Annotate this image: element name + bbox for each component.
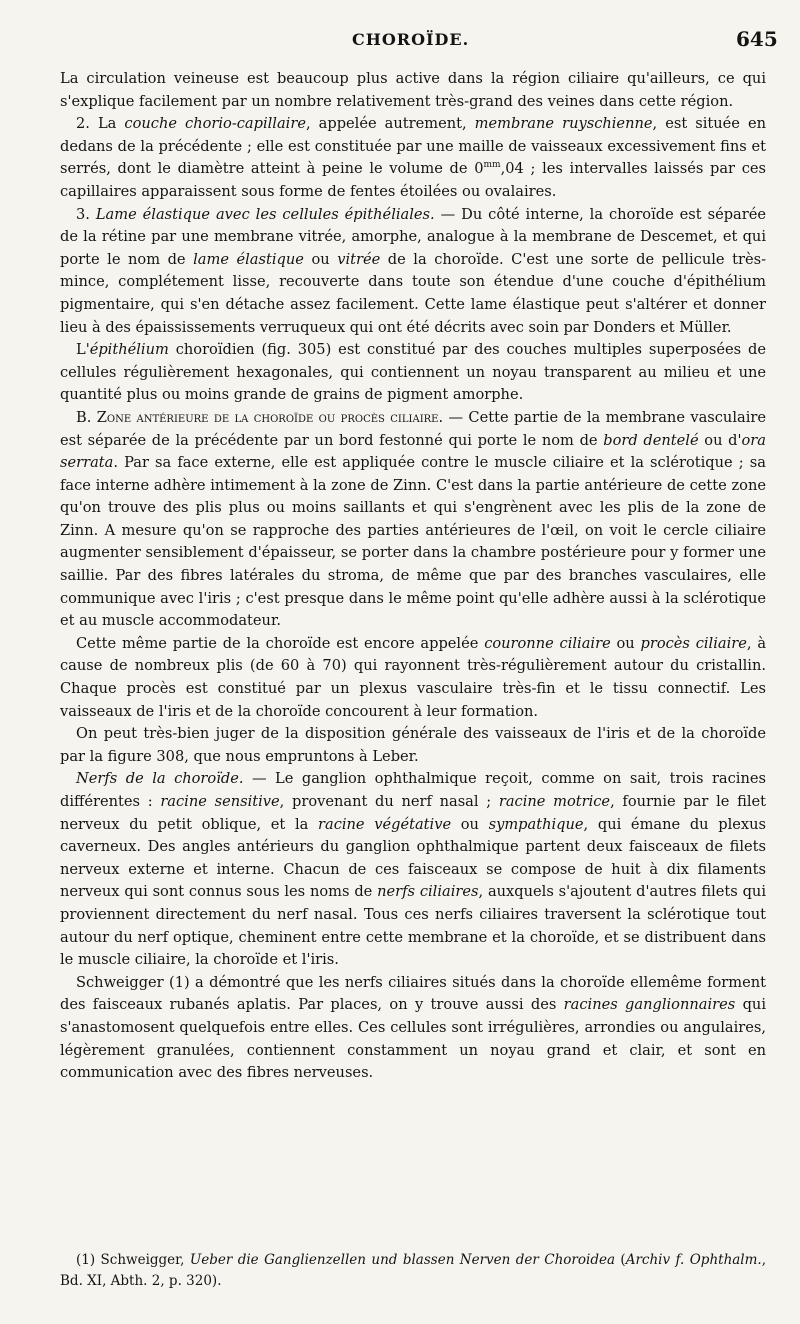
paragraph-chorio-capillary: 2. La couche chorio-capillaire, appelée autrement, membrane ruyschienne, est située en dedans de la précédente ; elle est constituée par une maille de vaisseaux excessivement fins et serrés, dont le diamètre atteint à peine le volume de $0^{mm},04$ ; les intervalles laissés par ces capillaires apparaissent sous forme de fentes étoilées ou ovalaires. bbox=[60, 115, 767, 200]
section-heading: Nerfs de la choroïde. bbox=[76, 770, 244, 788]
footnote: (1) Schweigger, Ueber die Ganglienzellen und blassen Nerven der Choroidea (Archiv f. Ophthalm., Bd. XI, Abth. 2, p. 320). bbox=[60, 1252, 767, 1289]
page-number: 645 bbox=[736, 27, 778, 51]
paragraph-choroid-nerves: Nerfs de la choroïde. — Le ganglion ophthalmique reçoit, comme on sait, trois racines différentes : racine sensitive, provenant du nerf nasal ; racine motrice, fournie par le filet nerveux du petit oblique, et la racine végétative ou sympathique, qui émane du plexus caverneux. Des angles antérieurs du ganglion ophthalmique partent deux faisceaux de filets nerveux externe et interne. Chacun de ces faisceaux se compose de huit à dix filaments nerveux qui sont connus sous les noms de nerfs ciliaires, auxquels s'ajoutent d'autres filets qui proviennent directement du nerf nasal. Tous ces nerfs ciliaires traversent la sclérotique tout autour du nerf optique, cheminent entre cette membrane et la choroïde, et se distribuent dans le muscle ciliaire, la choroïde et l'iris. bbox=[60, 770, 766, 969]
paragraph-leber-figure: On peut très-bien juger de la disposition générale des vaisseaux de l'iris et de la choroïde par la figure 308, que nous empruntons à Leber. bbox=[60, 725, 766, 765]
paragraph-venous-circulation: La circulation veineuse est beaucoup plus active dans la région ciliaire qu'ailleurs, ce qui s'explique facilement par un nombre relativement très-grand des veines dans cette région. bbox=[60, 70, 766, 110]
paragraph-anterior-zone: B. Zone antérieure de la choroïde ou procès ciliaire. — Cette partie de la membrane vasculaire est séparée de la précédente par un bord festonné qui porte le nom de bord dentelé ou d'ora serrata. Par sa face externe, elle est appliquée contre le muscle ciliaire et la sclérotique ; sa face interne adhère intimement à la zone de Zinn. C'est dans la partie antérieure de cette zone qu'on trouve des plis plus ou moins saillants et qui s'engrènent avec les plis de la zone de Zinn. A mesure qu'on se rapproche des parties antérieures de l'œil, on voit le cercle ciliaire augmenter sensiblement d'épaisseur, se porter dans la chambre postérieure pour y former une saillie. Par des fibres latérales du stroma, de même que par des branches vasculaires, elle communique avec l'iris ; c'est presque dans le même point qu'elle adhère aussi à la sclérotique et au muscle accommodateur. bbox=[60, 408, 766, 630]
section-heading: Lame élastique avec les cellules épithéliales. bbox=[95, 205, 435, 223]
body-text bbox=[60, 68, 766, 1085]
paragraph-epithelium: L'épithélium choroïdien (fig. 305) est constitué par des couches multiples superposées de cellules régulièrement hexagonales, qui contiennent un noyau transparent au milieu et une quantité plus ou moins grande de grains de pigment amorphe. bbox=[60, 341, 766, 404]
running-head: CHOROÏDE. bbox=[352, 30, 470, 49]
paragraph-schweigger: Schweigger (1) a démontré que les nerfs ciliaires situés dans la choroïde ellemême forment des faisceaux rubanés aplatis. Par places, on y trouve aussi des racines ganglionnaires qui s'anastomosent quelquefois entre elles. Ces cellules sont irrégulières, arrondies ou angulaires, légèrement granulées, contiennent constamment un noyau grand et clair, et sont en communication avec des fibres nerveuses. bbox=[60, 973, 766, 1082]
paragraph-elastic-lamina: 3. Lame élastique avec les cellules épithéliales. — Du côté interne, la choroïde est séparée de la rétine par une membrane vitrée, amorphe, analogue à la membrane de Descemet, et qui porte le nom de lame élastique ou vitrée de la choroïde. C'est une sorte de pellicule très-mince, complétement lisse, recouverte dans toute son étendue d'une couche d'épithélium pigmentaire, qui s'en détache assez facilement. Cette lame élastique peut s'altérer et donner lieu à des épaississements verruqueux qui ont été décrits avec soin par Donders et Müller. bbox=[60, 205, 767, 336]
section-heading: Zone antérieure de la choroïde ou procès ciliaire. bbox=[96, 408, 444, 426]
paragraph-ciliary-crown: Cette même partie de la choroïde est encore appelée couronne ciliaire ou procès ciliaire, à cause de nombreux plis (de 60 à 70) qui rayonnent très-régulièrement autour du cristallin. Chaque procès est constitué par un plexus vasculaire très-fin et le tissu connectif. Les vaisseaux de l'iris et de la choroïde concourent à leur formation. bbox=[60, 634, 767, 720]
